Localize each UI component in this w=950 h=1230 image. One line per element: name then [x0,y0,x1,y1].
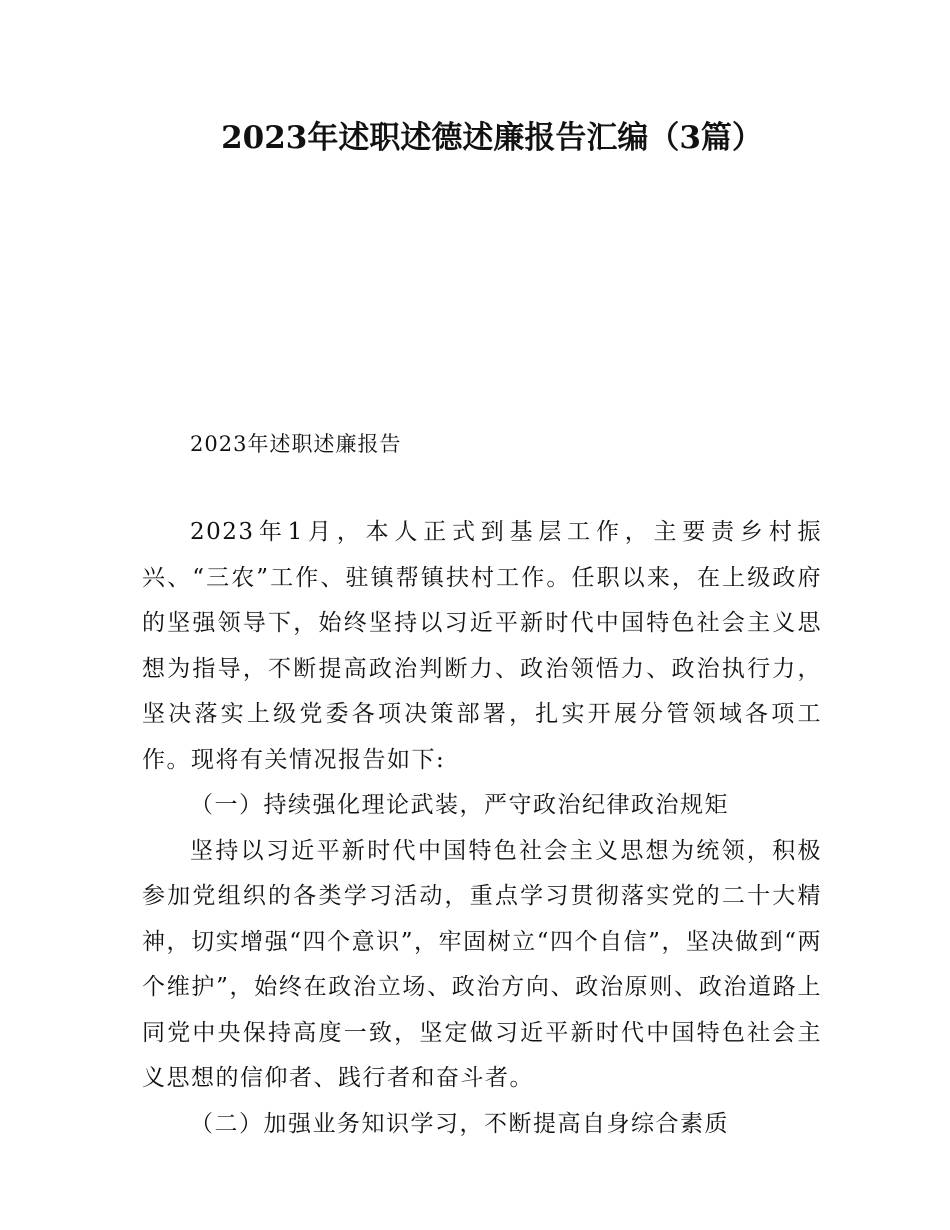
section-1-paragraph: 坚持以习近平新时代中国特色社会主义思想为统领，积极参加党组织的各类学习活动，重点学习贯彻落实党的二十大精神，切实增强“四个意识”，牢固树立“四个自信”，坚决做到“两个维护”，始终在政治立场、政治方向、政治原则、政治道路上同党中央保持高度一致，坚定做习近平新时代中国特色社会主义思想的信仰者、践行者和奋斗者。 [142,837,822,1091]
intro-paragraph: 2023年1月，本人正式到基层工作，主要责乡村振兴、“三农”工作、驻镇帮镇扶村工作。任职以来，在上级政府的坚强领导下，始终坚持以习近平新时代中国特色社会主义思想为指导，不断提高政治判断力、政治领悟力、政治执行力，坚决落实上级党委各项决策部署，扎实开展分管领域各项工作。现将有关情况报告如下: [142,519,822,773]
report-subtitle: 2023年述职述廉报告 [190,432,402,456]
section-heading-1: （一）持续强化理论武装，严守政治纪律政治规矩 [190,792,729,818]
document-title: 2023年述职述德述廉报告汇编（3篇） [221,120,763,156]
report-body [142,510,822,1147]
section-heading-2: （二）加强业务知识学习，不断提高自身综合素质 [190,1110,729,1137]
